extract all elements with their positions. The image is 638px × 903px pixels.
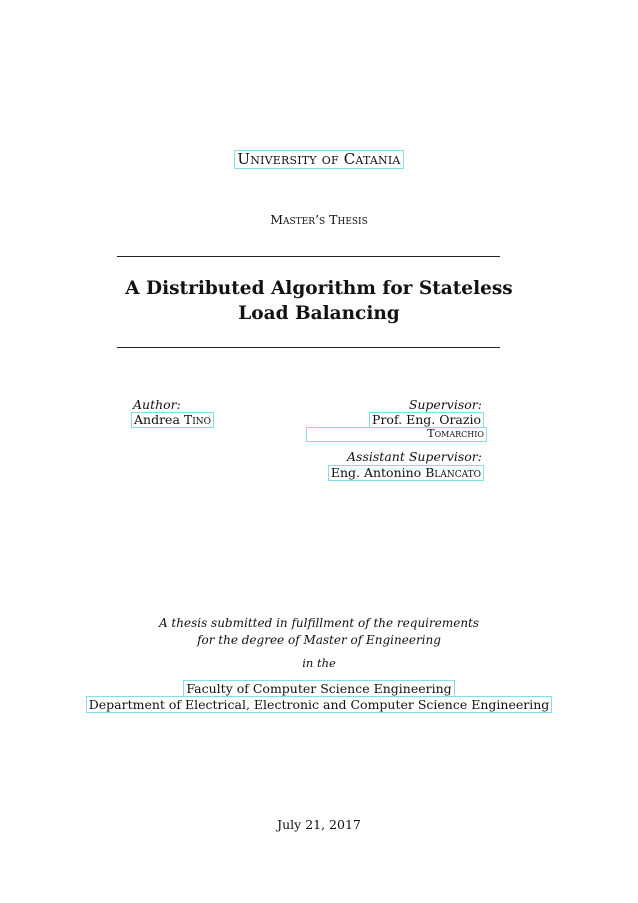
department-link[interactable]: Department of Electrical, Electronic and Computer Science Engineering (86, 696, 553, 713)
submission-date: July 21, 2017 (277, 817, 361, 832)
author-first-name: Andrea (134, 412, 180, 427)
submission-line1: A thesis submitted in fulfillment of the requirements (158, 616, 480, 630)
assistant-supervisor-label: Assistant Supervisor: (347, 449, 482, 464)
in-the-text: in the (302, 656, 336, 670)
top-rule (117, 256, 500, 257)
university-link[interactable]: University of Catania (234, 150, 403, 169)
faculty-link[interactable]: Faculty of Computer Science Engineering (183, 680, 454, 697)
bottom-rule (117, 347, 500, 348)
faculty-name (0, 681, 638, 696)
author-last-name: Tino (183, 412, 212, 427)
supervisor-surname-link[interactable]: Tomarchio (306, 427, 487, 442)
assistant-supervisor-name-link[interactable] (328, 465, 484, 481)
assistant-supervisor-last-name: Blancato (425, 465, 481, 480)
author-name-link[interactable] (131, 412, 214, 428)
submission-line2: for the degree of Master of Engineering (197, 633, 441, 647)
thesis-title-line1: A Distributed Algorithm for Stateless (125, 278, 513, 299)
assistant-supervisor-first-name: Eng. Antonino (330, 465, 422, 480)
author-label: Author: (133, 397, 181, 412)
thesis-title-line2: Load Balancing (238, 303, 400, 324)
submission-statement (0, 615, 638, 649)
supervisor-label: Supervisor: (408, 397, 482, 412)
university-name (0, 150, 638, 169)
thesis-title (0, 276, 638, 326)
department-name (0, 697, 638, 712)
supervisor-name-link[interactable]: Prof. Eng. Orazio (369, 412, 484, 428)
degree-type: Master’s Thesis (270, 212, 368, 227)
